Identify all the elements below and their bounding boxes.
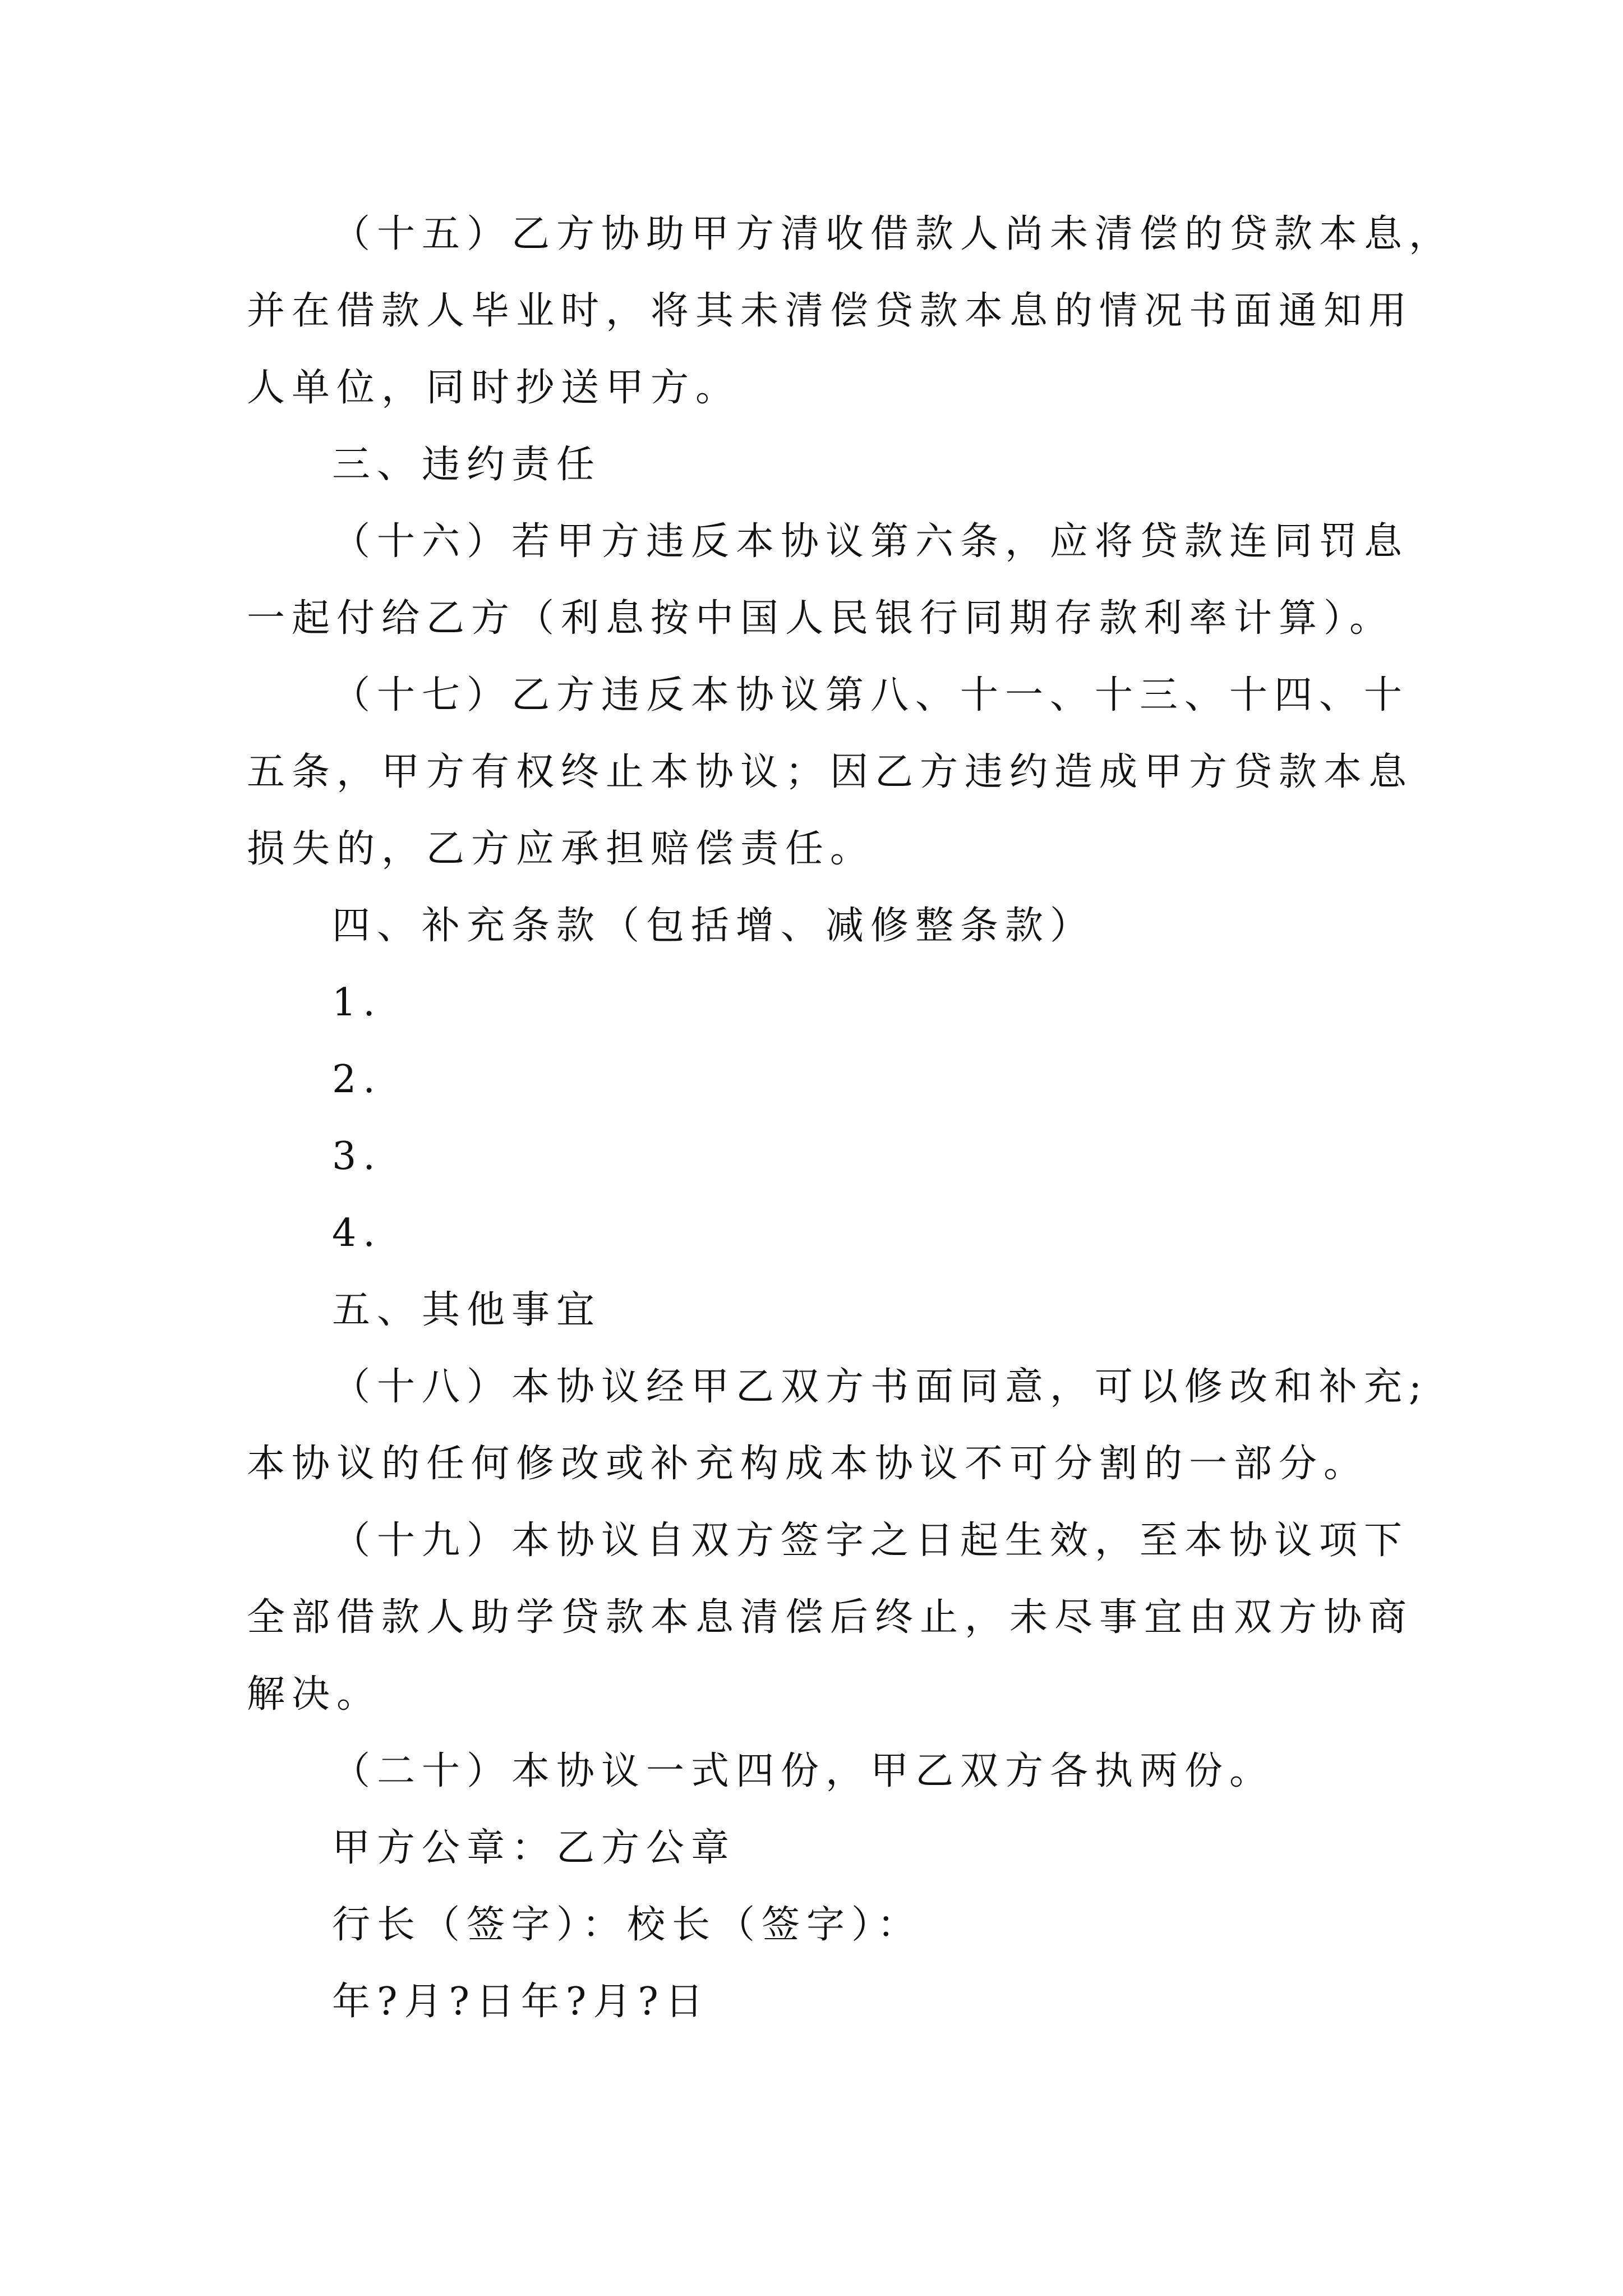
document-line: 五条，甲方有权终止本协议；因乙方违约造成甲方贷款本息	[247, 750, 1414, 794]
document-line: 行长（签字）：校长（签字）：	[332, 1903, 923, 1947]
document-line: （十六）若甲方违反本协议第六条，应将贷款连同罚息	[332, 519, 1409, 564]
document-line: 人单位，同时抄送甲方。	[247, 366, 741, 410]
document-line: （十八）本协议经甲乙双方书面同意，可以修改和补充;	[332, 1365, 1428, 1409]
document-line: （二十）本协议一式四份，甲乙双方各执两份。	[332, 1749, 1275, 1793]
document-line: 三、违约责任	[332, 443, 602, 487]
document-line: （十九）本协议自双方签字之日起生效，至本协议项下	[332, 1519, 1409, 1563]
document-line: 4.	[332, 1211, 382, 1255]
document-line: 五、其他事宜	[332, 1288, 602, 1332]
document-line: 2.	[332, 1057, 382, 1102]
document-line: 四、补充条款（包括增、减修整条款）	[332, 904, 1095, 948]
document-line: 年?月?日年?月?日	[332, 1980, 710, 2024]
document-line: 解决。	[247, 1672, 382, 1717]
document-body	[247, 212, 1454, 2056]
document-line: 本协议的任何修改或补充构成本协议不可分割的一部分。	[247, 1442, 1369, 1486]
document-line: （十七）乙方违反本协议第八、十一、十三、十四、十	[332, 673, 1409, 717]
document-line: 并在借款人毕业时，将其未清偿贷款本息的情况书面通知用	[247, 289, 1414, 333]
document-line: （十五）乙方协助甲方清收借款人尚未清偿的贷款本息，	[332, 212, 1454, 256]
document-line: 一起付给乙方（利息按中国人民银行同期存款利率计算）。	[247, 596, 1395, 641]
document-line: 全部借款人助学贷款本息清偿后终止，未尽事宜由双方协商	[247, 1595, 1414, 1640]
document-line: 1.	[332, 981, 382, 1025]
document-line: 损失的，乙方应承担赔偿责任。	[247, 827, 875, 871]
document-line: 甲方公章：乙方公章	[332, 1826, 736, 1870]
document-line: 3.	[332, 1134, 382, 1179]
